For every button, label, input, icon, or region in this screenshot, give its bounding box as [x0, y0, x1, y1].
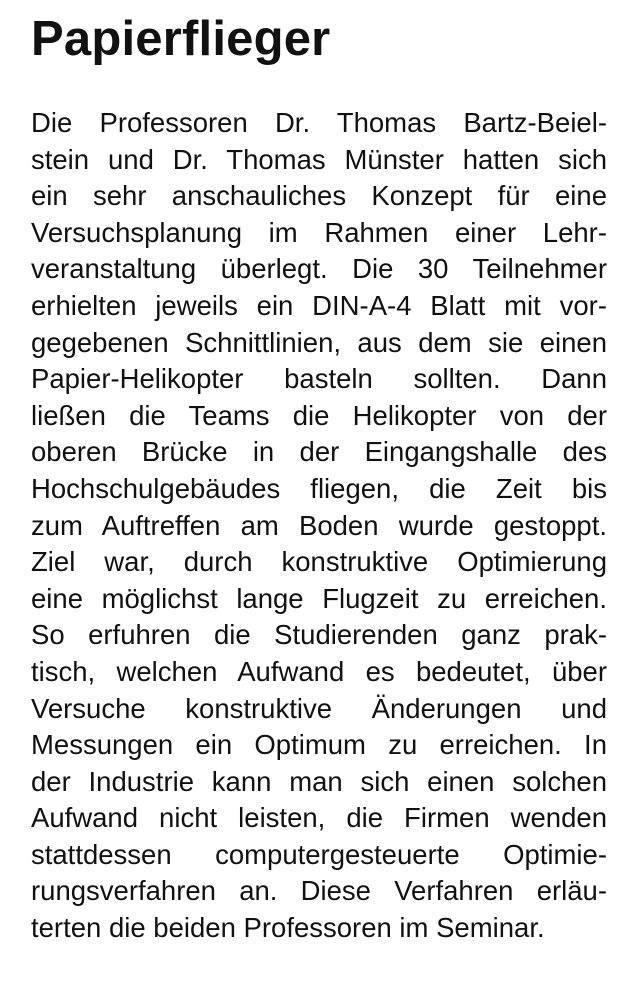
- article-line: Die Professoren Dr. Thomas Bartz-Beiel-: [31, 107, 607, 138]
- article-line: tisch, welchen Aufwand es bedeutet, über: [31, 655, 607, 687]
- article-line: oberen Brücke in der Eingangshalle des: [31, 436, 607, 468]
- article-line: Versuchsplanung im Rahmen einer Lehr-: [31, 216, 607, 248]
- article-line: stattdessen computergesteuerte Optimie-: [31, 838, 607, 870]
- article-line: Ziel war, durch konstruktive Optimierung: [31, 546, 607, 578]
- article-line: Messungen ein Optimum zu erreichen. In: [31, 729, 607, 761]
- article-line: veranstaltung überlegt. Die 30 Teilnehmer: [31, 253, 607, 285]
- article-line: terten die beiden Professoren im Seminar.: [31, 912, 545, 944]
- article-line: Versuche konstruktive Änderungen und: [31, 692, 607, 724]
- article-line: erhielten jeweils ein DIN-A-4 Blatt mit vor-: [31, 289, 607, 321]
- article-body: [31, 105, 607, 947]
- article-line: ließen die Teams die Helikopter von der: [31, 399, 607, 431]
- article-line: der Industrie kann man sich einen solchen: [31, 765, 607, 797]
- article-line: rungsverfahren an. Diese Verfahren erläu-: [31, 875, 607, 907]
- article-line: ein sehr anschauliches Konzept für eine: [31, 180, 607, 212]
- article-line: Hochschulgebäudes fliegen, die Zeit bis: [31, 472, 607, 504]
- article-line: Papier-Helikopter basteln sollten. Dann: [31, 363, 607, 395]
- article-line: So erfuhren die Studierenden ganz prak-: [31, 619, 607, 651]
- article-line: eine möglichst lange Flugzeit zu erreichen.: [31, 582, 607, 614]
- article-line: gegebenen Schnittlinien, aus dem sie einen: [31, 326, 607, 358]
- article-line: Aufwand nicht leisten, die Firmen wenden: [31, 802, 607, 834]
- article-line: zum Auftreffen am Boden wurde gestoppt.: [31, 509, 607, 541]
- article-title: Papierflieger: [31, 12, 331, 66]
- article-line: stein und Dr. Thomas Münster hatten sich: [31, 143, 607, 175]
